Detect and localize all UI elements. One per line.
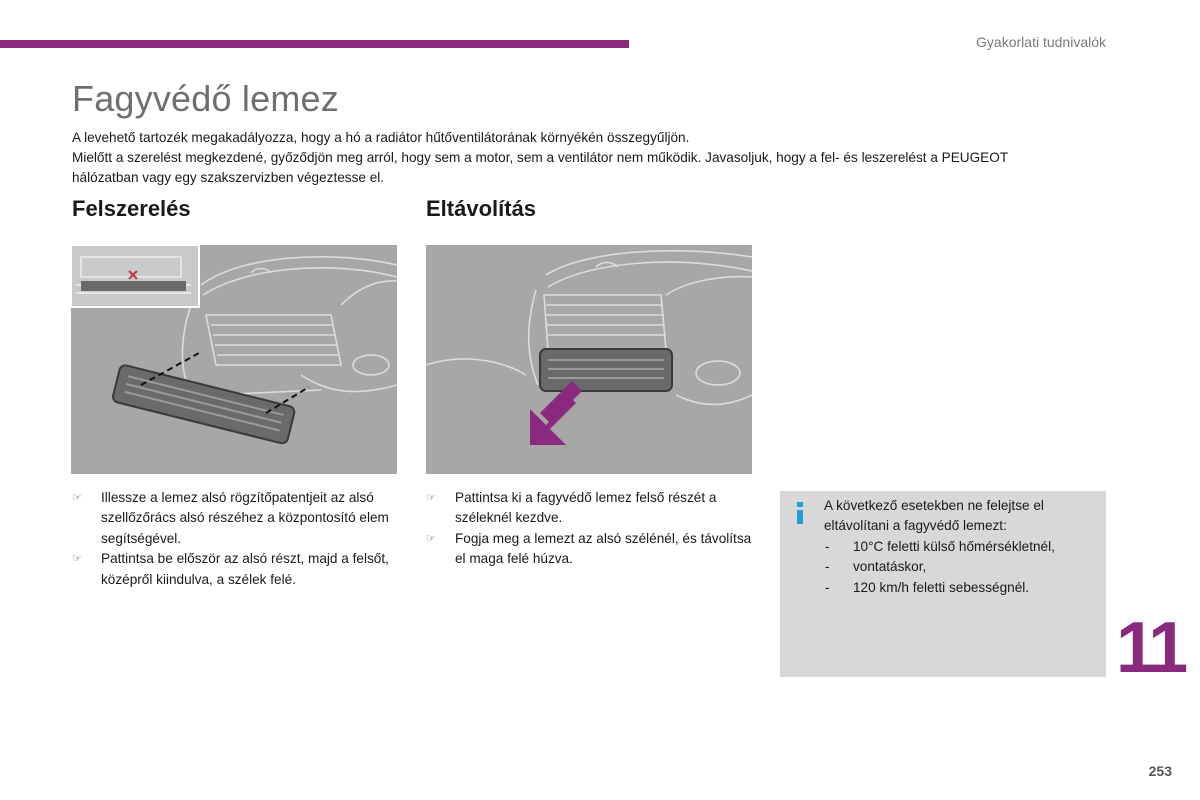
- removal-illustration-drawing: [426, 245, 752, 474]
- info-intro: A következő esetekben ne felejtse el eltávolítani a fagyvédő lemezt:: [824, 498, 1044, 534]
- install-heading: Felszerelés: [72, 196, 191, 221]
- step-text: Pattintsa be először az alsó részt, majd a felsőt, középről kiindulva, a szélek felé.: [101, 551, 389, 587]
- page-title: Fagyvédő lemez: [72, 78, 339, 119]
- info-item-text: vontatáskor,: [853, 559, 927, 575]
- pointing-hand-icon: ☞: [72, 492, 82, 504]
- removal-illustration: [426, 245, 752, 474]
- list-item: [72, 549, 392, 590]
- install-illustration: [71, 245, 397, 474]
- list-item: [426, 529, 756, 570]
- list-item: [426, 488, 756, 529]
- page-number: 253: [1148, 763, 1172, 779]
- info-item-text: 10°C feletti külső hőmérsékletnél,: [853, 538, 1055, 554]
- list-item: - 120 km/h feletti sebességnél.: [825, 579, 1030, 595]
- removal-steps: [426, 488, 756, 570]
- list-item: - 10°C feletti külső hőmérsékletnél,: [825, 538, 1055, 554]
- pointing-hand-icon: ☞: [426, 492, 436, 504]
- intro-text: [72, 128, 1072, 188]
- chapter-number: 11: [1116, 608, 1185, 688]
- pointing-hand-icon: ☞: [426, 532, 436, 545]
- section-label: Gyakorlati tudnivalók: [976, 34, 1106, 50]
- step-text: Fogja meg a lemezt az alsó szélénél, és távolítsa el maga felé húzva.: [455, 530, 752, 567]
- info-item-text: 120 km/h feletti sebességnél.: [853, 579, 1030, 595]
- info-icon: [797, 502, 803, 520]
- step-text: Pattintsa ki a fagyvédő lemez felső részét a széleknél kezdve.: [455, 490, 717, 526]
- list-item: - vontatáskor,: [825, 559, 927, 575]
- pointing-hand-icon: ☞: [72, 553, 82, 566]
- step-text: Illessze a lemez alsó rögzítőpatentjeit az alsó szellőzőrács alsó részéhez a központosító elem segítségével.: [101, 490, 389, 546]
- info-text: [824, 496, 1094, 598]
- intro-paragraph: Mielőtt a szerelést megkezdené, győződjön meg arról, hogy sem a motor, sem a ventilátor nem működik. Javasoljuk, hogy a fel- és leszerelést a PEUGEOT hálózatban vagy egy szakszervizben végeztesse el.: [72, 150, 1008, 185]
- list-item: [72, 488, 392, 549]
- intro-paragraph: A levehető tartozék megakadályozza, hogy a hó a radiátor hűtőventilátorának környékén összegyűljön.: [72, 130, 690, 145]
- install-illustration-drawing: [71, 245, 397, 474]
- install-steps: [72, 488, 392, 590]
- header-accent-bar: [0, 40, 629, 48]
- info-box: [780, 491, 1106, 677]
- removal-heading: Eltávolítás: [426, 196, 537, 221]
- info-list: [824, 537, 1094, 598]
